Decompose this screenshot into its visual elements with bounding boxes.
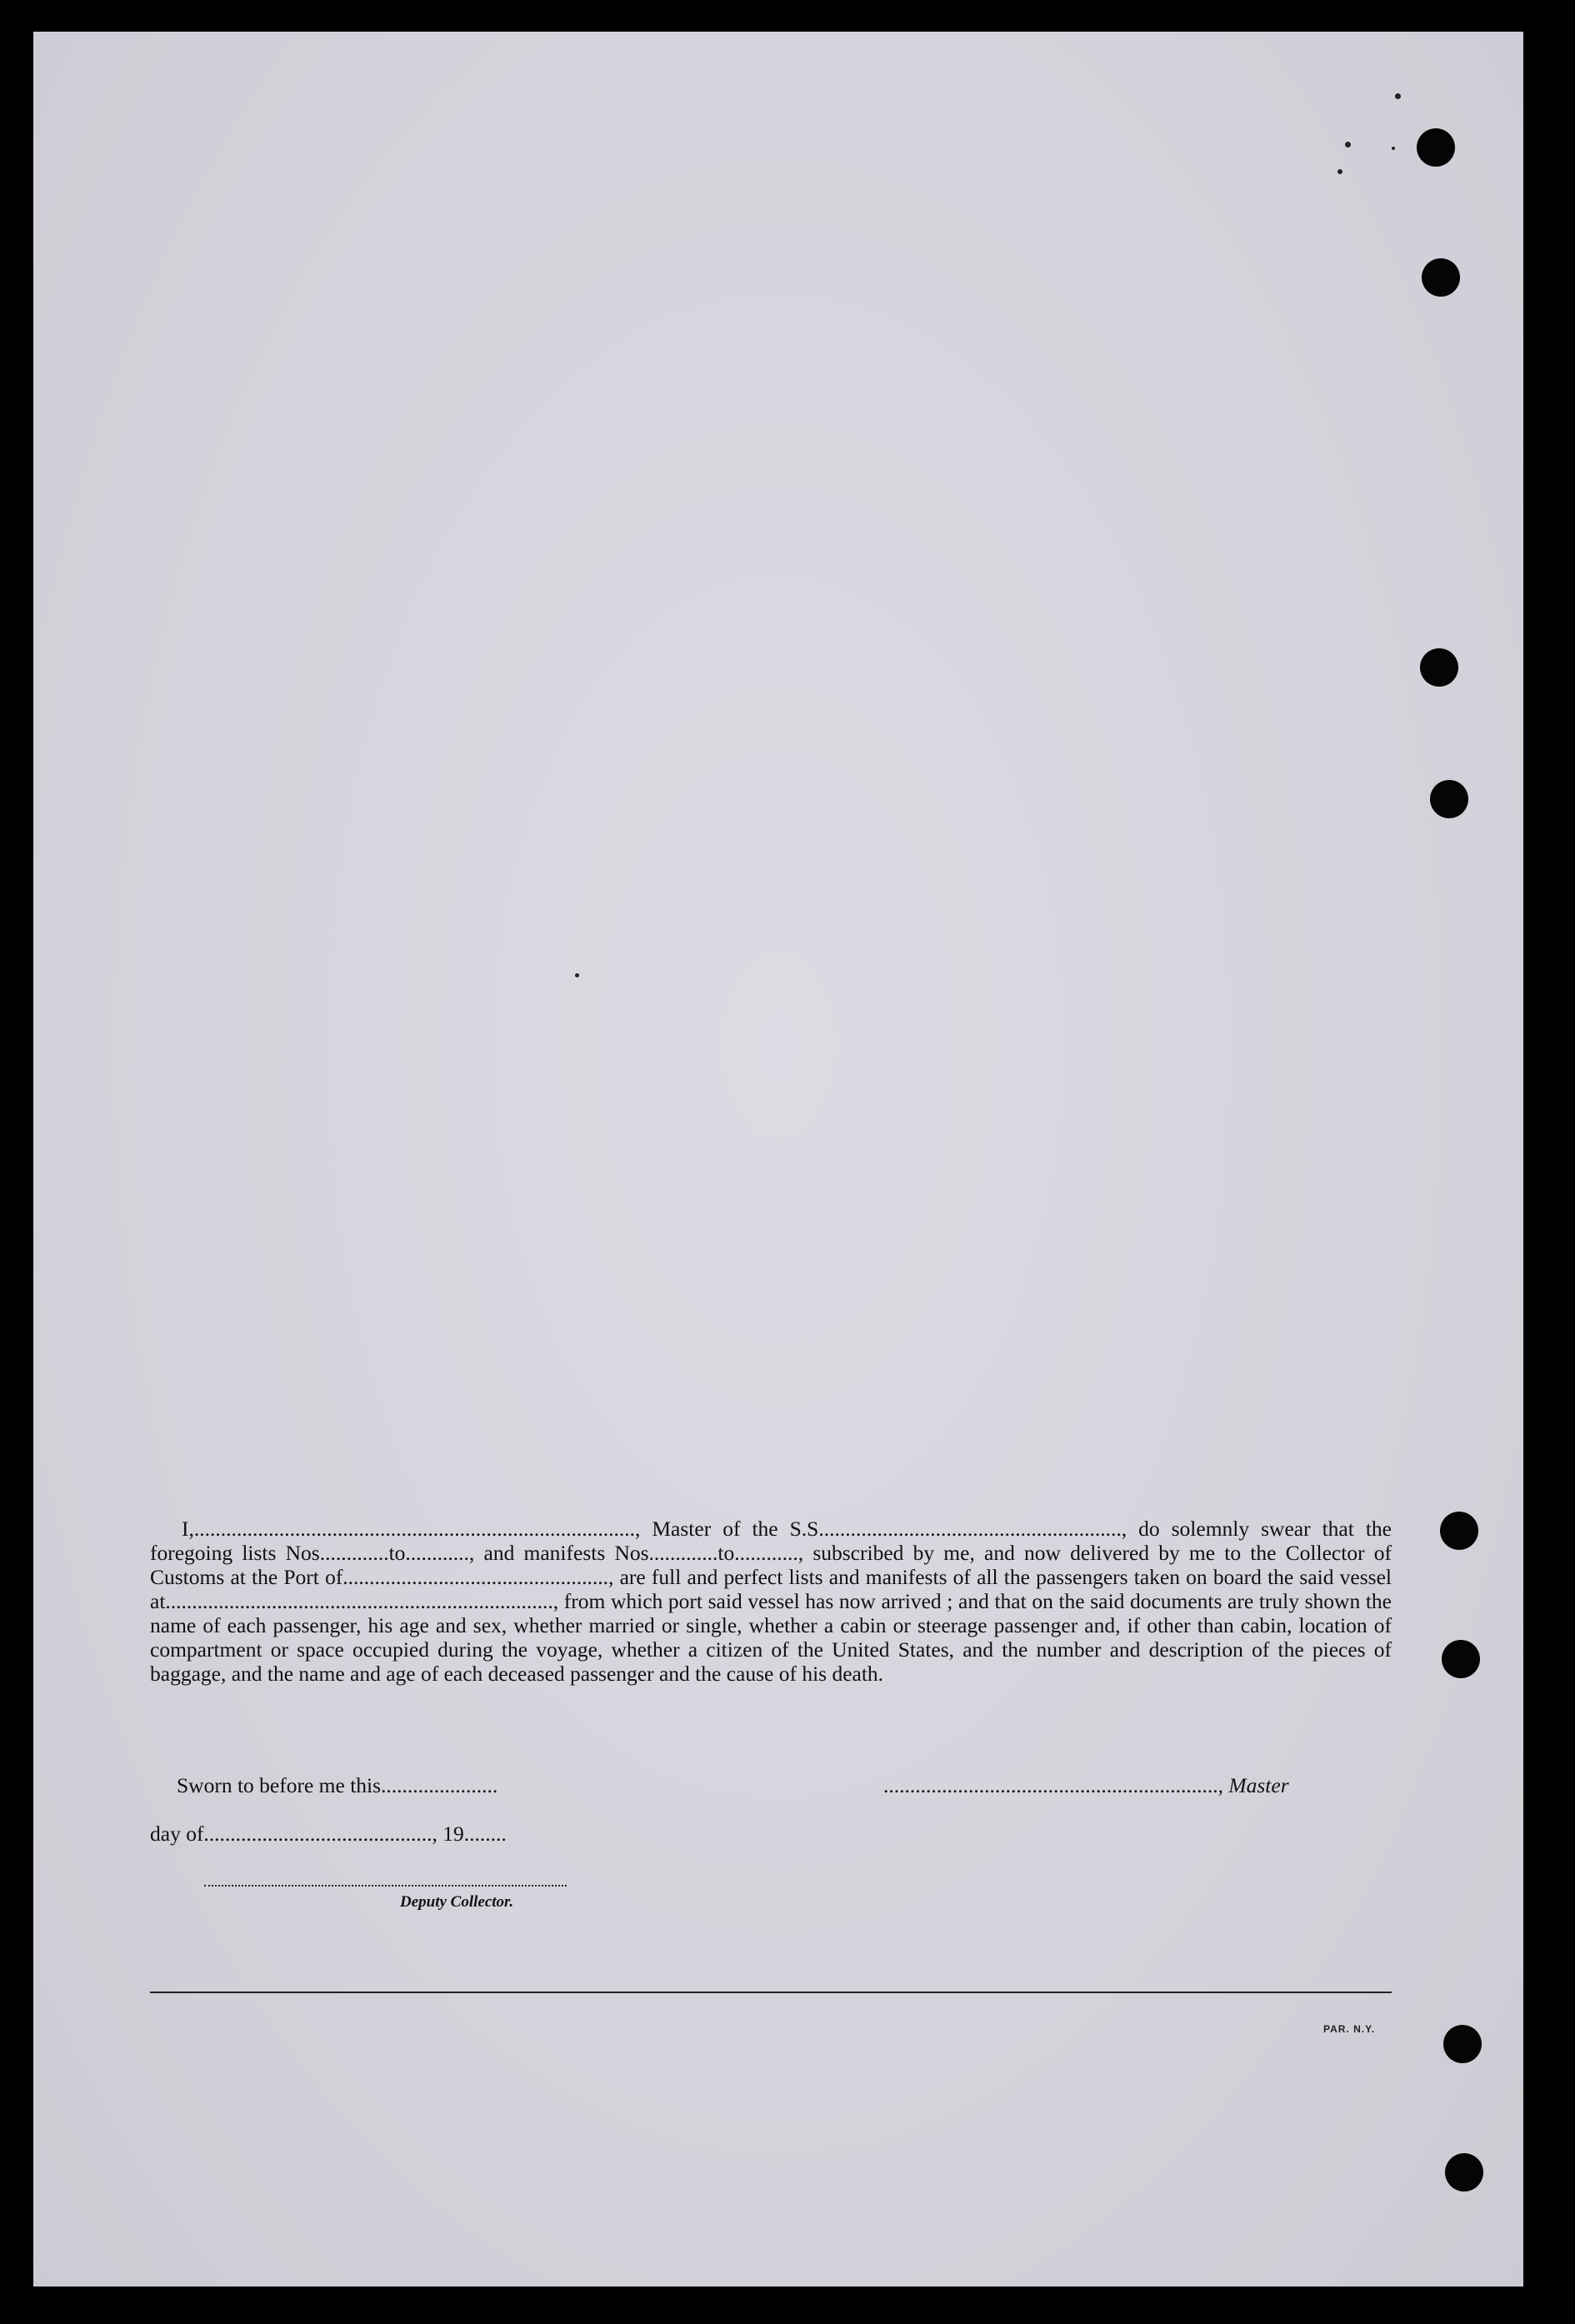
speck bbox=[575, 973, 579, 977]
sworn-line: Sworn to before me this...................... bbox=[177, 1773, 498, 1797]
master-signature-line bbox=[883, 1773, 1289, 1798]
punch-hole bbox=[1430, 780, 1468, 818]
speck bbox=[1345, 142, 1351, 147]
punch-hole bbox=[1422, 258, 1460, 297]
punch-hole bbox=[1420, 648, 1458, 687]
speck bbox=[1338, 169, 1342, 174]
punch-hole bbox=[1442, 1640, 1480, 1678]
speck bbox=[1392, 147, 1395, 150]
document-page bbox=[33, 32, 1523, 2287]
printer-mark: PAR. N.Y. bbox=[1323, 2023, 1376, 2035]
punch-hole bbox=[1417, 128, 1455, 167]
master-signature-dots: ............................................................... bbox=[883, 1773, 1218, 1797]
day-of-line: day of..........................................., 19........ bbox=[150, 1822, 507, 1846]
master-label: , Master bbox=[1218, 1773, 1289, 1797]
oath-paragraph bbox=[150, 1517, 1392, 1686]
punch-hole bbox=[1443, 2025, 1482, 2063]
punch-hole bbox=[1445, 2153, 1483, 2192]
deputy-collector-signature-line bbox=[204, 1885, 567, 1887]
bottom-rule bbox=[150, 1992, 1392, 1993]
oath-text: I,..................................................................................., Master of the S.S........................................................., do solemnly swear that the foregoing lists Nos.............to............, and manifests Nos.............to............, subscribed by me, and now delivered by me to the Collector of Customs at the Port of.................................................., are full and perfect lists and manifests of all the passengers taken on board the said vessel at........................................................................., from which port said vessel has now arrived ; and that on the said documents are truly shown the name of each passenger, his age and sex, whether married or single, whether a cabin or steerage passenger and, if other than cabin, location of compartment or space occupied during the voyage, whether a citizen of the United States, and the number and description of the pieces of baggage, and the name and age of each deceased passenger and the cause of his death. bbox=[150, 1517, 1392, 1686]
speck bbox=[1395, 93, 1401, 99]
punch-hole bbox=[1440, 1512, 1478, 1550]
deputy-collector-label: Deputy Collector. bbox=[400, 1893, 514, 1911]
